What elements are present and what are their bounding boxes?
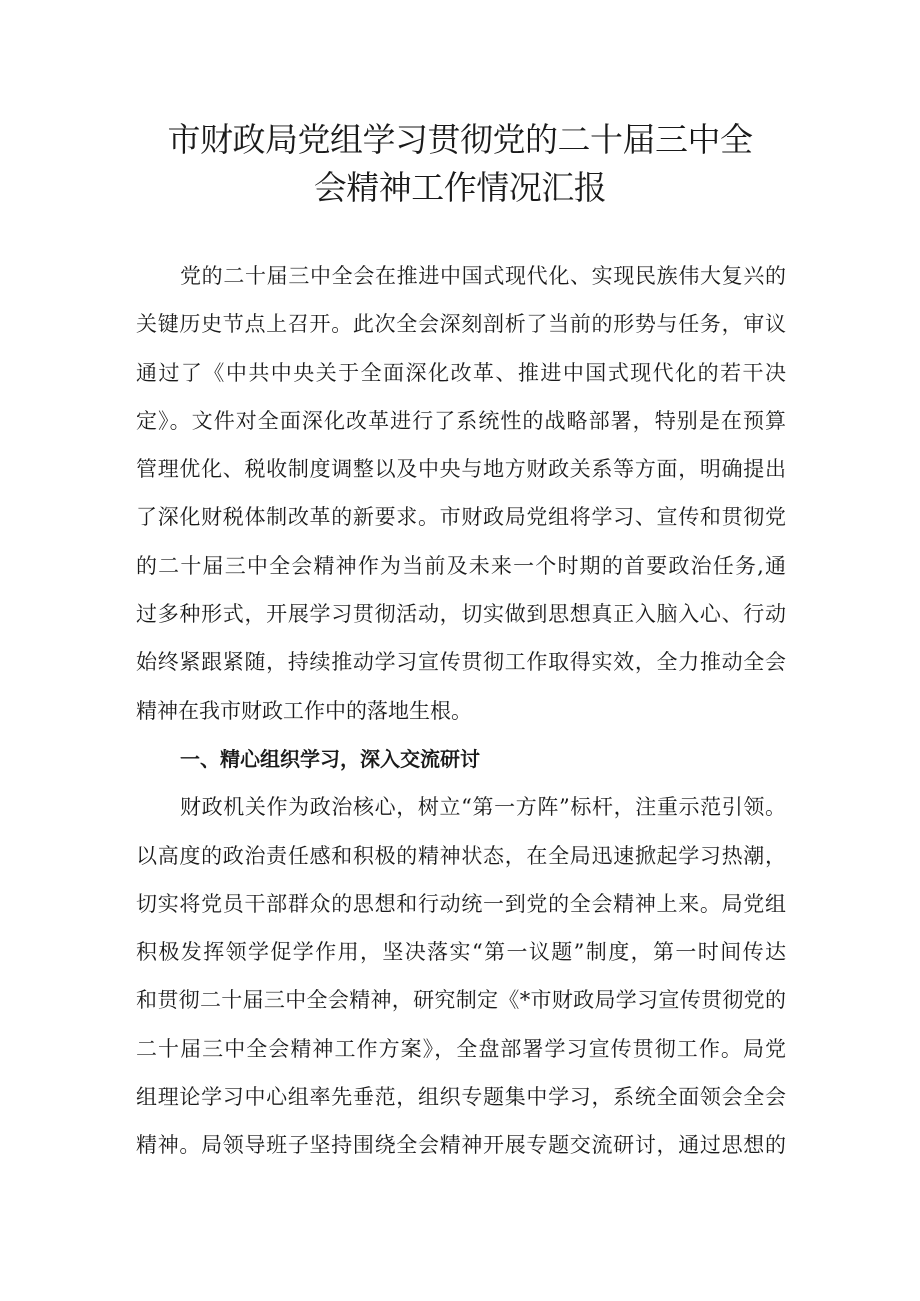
paragraph-line: 关键历史节点上召开。此次全会深刻剖析了当前的形势与任务，审议 bbox=[136, 312, 786, 337]
paragraph-line: 精神。局领导班子坚持围绕全会精神开展专题交流研讨，通过思想的 bbox=[136, 1133, 786, 1158]
paragraph-line: 切实将党员干部群众的思想和行动统一到党的全会精神上来。局党组 bbox=[136, 891, 786, 916]
paragraph-line: 财政机关作为政治核心，树立“第一方阵”标杆，注重示范引领。 bbox=[180, 795, 786, 820]
document-title bbox=[130, 116, 790, 212]
title-line-2: 会精神工作情况汇报 bbox=[313, 168, 607, 207]
paragraph-line: 以高度的政治责任感和积极的精神状态，在全局迅速掀起学习热潮， bbox=[136, 843, 786, 868]
paragraph-line: 定》。文件对全面深化改革进行了系统性的战略部署，特别是在预算 bbox=[136, 408, 786, 433]
paragraph-line: 积极发挥领学促学作用，坚决落实“第一议题”制度，第一时间传达 bbox=[136, 940, 786, 965]
paragraph-line: 二十届三中全会精神工作方案》，全盘部署学习宣传贯彻工作。局党 bbox=[136, 1036, 786, 1061]
paragraph-line: 和贯彻二十届三中全会精神，研究制定《*市财政局学习宣传贯彻党的 bbox=[136, 988, 786, 1013]
paragraph-line: 了深化财税体制改革的新要求。市财政局党组将学习、宣传和贯彻党 bbox=[136, 505, 786, 530]
paragraph-line: 精神在我市财政工作中的落地生根。 bbox=[136, 698, 472, 723]
title-line-1: 市财政局党组学习贯彻党的二十届三中全 bbox=[167, 120, 753, 159]
paragraph-line: 管理优化、税收制度调整以及中央与地方财政关系等方面，明确提出 bbox=[136, 457, 786, 482]
paragraph-line: 过多种形式，开展学习贯彻活动，切实做到思想真正入脑入心、行动 bbox=[136, 602, 786, 627]
paragraph-line: 组理论学习中心组率先垂范，组织专题集中学习，系统全面领会全会 bbox=[136, 1085, 786, 1110]
paragraph-line: 通过了《中共中央关于全面深化改革、推进中国式现代化的若干决 bbox=[136, 360, 786, 385]
paragraph-line: 党的二十届三中全会在推进中国式现代化、实现民族伟大复兴的 bbox=[180, 264, 786, 288]
section-heading: 一、精心组织学习，深入交流研讨 bbox=[180, 746, 480, 771]
paragraph-line: 始终紧跟紧随，持续推动学习宣传贯彻工作取得实效，全力推动全会 bbox=[136, 650, 786, 675]
paragraph-line: 的二十届三中全会精神作为当前及未来一个时期的首要政治任务,通 bbox=[136, 553, 786, 578]
document-body bbox=[136, 252, 786, 1170]
